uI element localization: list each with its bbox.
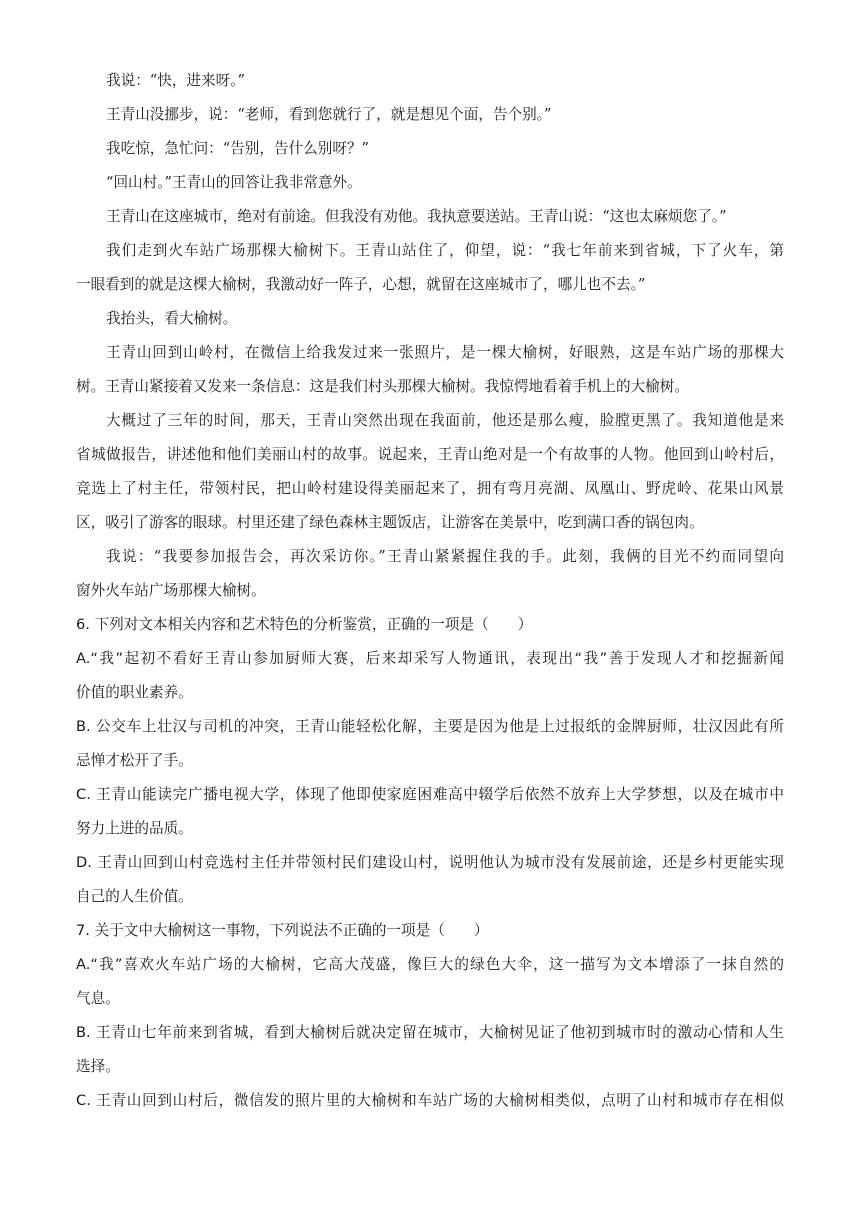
paragraph-line: 一眼看到的就是这棵大榆树，我激动好一阵子，心想，就留在这座城市了，哪儿也不去。” xyxy=(76,276,646,293)
paragraph-line: 王青山在这座城市，绝对有前途。但我没有劝他。我执意要送站。王青山说：“这也太麻烦您了。” xyxy=(106,208,727,225)
paragraph xyxy=(76,302,784,336)
paragraph xyxy=(76,336,784,404)
option-line: 选择。 xyxy=(76,1058,120,1075)
paragraph xyxy=(76,234,784,302)
paragraph-line: 省城做报告，讲述他和他们美丽山村的故事。说起来，王青山绝对是一个有故事的人物。他回到山岭村后， xyxy=(76,446,784,463)
paragraph-line: 区，吸引了游客的眼球。村里还建了绿色森林主题饭店，让游客在美景中，吃到满口香的锅包肉。 xyxy=(76,514,704,531)
option-c xyxy=(76,778,784,846)
option-line: 忌惮才松开了手。 xyxy=(76,752,193,769)
paragraph-line: 我们走到火车站广场那棵大榆树下。王青山站住了，仰望，说：“我七年前来到省城，下了火车，第 xyxy=(106,242,784,259)
option-line: C. 王青山能读完广播电视大学，体现了他即使家庭困难高中辍学后依然不放弃上大学梦想，以及在城市中 xyxy=(76,786,784,803)
narrative-text xyxy=(76,64,784,608)
option-a xyxy=(76,642,784,710)
paragraph-line: 我吃惊，急忙问：“告别，告什么别呀？” xyxy=(106,140,370,157)
option-a xyxy=(76,948,784,1016)
option-line: A.“我”喜欢火车站广场的大榆树，它高大茂盛，像巨大的绿色大伞，这一描写为文本增添了一抹自然的 xyxy=(76,956,784,973)
paragraph-line: 窗外火车站广场那棵大榆树。 xyxy=(76,582,266,599)
question-6 xyxy=(76,608,784,914)
paragraph-line: 王青山回到山岭村，在微信上给我发过来一张照片，是一棵大榆树，好眼熟，这是车站广场的那棵大 xyxy=(106,344,784,361)
option-line: 努力上进的品质。 xyxy=(76,820,193,837)
paragraph xyxy=(76,98,784,132)
paragraph-line: 我抬头，看大榆树。 xyxy=(106,310,238,327)
paragraph-line: 我说：“我要参加报告会，再次采访你。”王青山紧紧握住我的手。此刻，我俩的目光不约而同望向 xyxy=(106,548,784,565)
option-c xyxy=(76,1084,784,1118)
option-line: D. 王青山回到山村竞选村主任并带领村民们建设山村，说明他认为城市没有发展前途，还是乡村更能实现 xyxy=(76,854,784,871)
paragraph-line: 大概过了三年的时间，那天，王青山突然出现在我面前，他还是那么瘦，脸膛更黑了。我知道他是来 xyxy=(106,412,784,429)
paragraph xyxy=(76,166,784,200)
option-line: 自己的人生价值。 xyxy=(76,888,193,905)
option-line: A.“我”起初不看好王青山参加厨师大赛，后来却采写人物通讯，表现出“我”善于发现人才和挖掘新闻 xyxy=(76,650,784,667)
option-b xyxy=(76,1016,784,1084)
option-line: B. 公交车上壮汉与司机的冲突，王青山能轻松化解，主要是因为他是上过报纸的金牌厨师，壮汉因此有所 xyxy=(76,718,784,735)
document-page xyxy=(76,64,784,1118)
option-line: 价值的职业素养。 xyxy=(76,684,193,701)
paragraph-line: 王青山没挪步，说：“老师，看到您就行了，就是想见个面，告个别。” xyxy=(106,106,552,123)
paragraph-line: 竞选上了村主任，带领村民，把山岭村建设得美丽起来了，拥有弯月亮湖、凤凰山、野虎岭、花果山风景 xyxy=(76,480,784,497)
question-7 xyxy=(76,914,784,1118)
paragraph-line: 树。王青山紧接着又发来一条信息：这是我们村头那棵大榆树。我惊愕地看着手机上的大榆树。 xyxy=(76,378,689,395)
paragraph-line: “回山村。”王青山的回答让我非常意外。 xyxy=(106,174,362,191)
paragraph xyxy=(76,64,784,98)
question-stem: 6. 下列对文本相关内容和艺术特色的分析鉴赏，正确的一项是（ ） xyxy=(76,616,533,633)
option-line: B. 王青山七年前来到省城，看到大榆树后就决定留在城市，大榆树见证了他初到城市时的激动心情和人生 xyxy=(76,1024,784,1041)
option-line: C. 王青山回到山村后，微信发的照片里的大榆树和车站广场的大榆树相类似，点明了山村和城市存在相似 xyxy=(76,1092,784,1109)
option-b xyxy=(76,710,784,778)
paragraph xyxy=(76,404,784,540)
option-d xyxy=(76,846,784,914)
paragraph xyxy=(76,540,784,608)
paragraph-line: 我说：“快，进来呀。” xyxy=(106,72,245,89)
option-line: 气息。 xyxy=(76,990,120,1007)
question-stem: 7. 关于文中大榆树这一事物，下列说法不正确的一项是（ ） xyxy=(76,922,489,939)
paragraph xyxy=(76,200,784,234)
paragraph xyxy=(76,132,784,166)
